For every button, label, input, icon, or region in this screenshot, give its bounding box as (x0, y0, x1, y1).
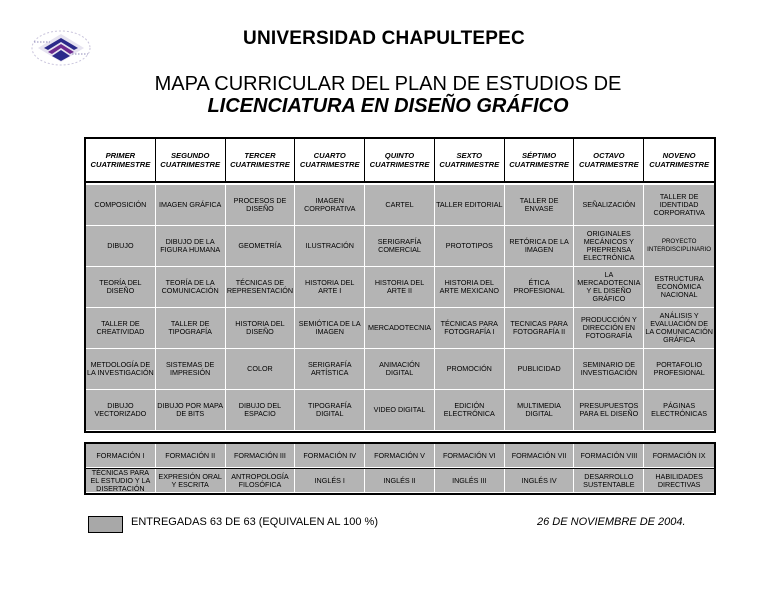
subject-cell: TEORÍA DEL DISEÑO (86, 267, 156, 308)
subject-cell: HISTORIA DEL ARTE II (365, 267, 435, 308)
subject-cell: METDOLOGÍA DE LA INVESTIGACIÓN (86, 349, 156, 390)
subject-row (86, 390, 714, 431)
subject-cell: PROCESOS DE DISEÑO (226, 185, 296, 226)
subject-cell: TÉCNICAS DE REPRESENTACIÓN (226, 267, 296, 308)
subject-cell: DIBUJO POR MAPA DE BITS (156, 390, 226, 431)
subject-cell: ILUSTRACIÓN (295, 226, 365, 267)
subject-cell: EDICIÓN ELECTRÓNICA (435, 390, 505, 431)
formation-label: FORMACIÓN V (365, 444, 435, 468)
subject-cell: DIBUJO DE LA FIGURA HUMANA (156, 226, 226, 267)
subject-cell: COLOR (226, 349, 296, 390)
formation-label: FORMACIÓN VIII (574, 444, 644, 468)
column-header: NOVENO CUATRIMESTRE (644, 139, 714, 181)
subject-cell: PORTAFOLIO PROFESIONAL (644, 349, 714, 390)
subject-cell: ANÁLISIS Y EVALUACIÓN DE LA COMUNICACIÓN GRÁFICA (644, 308, 714, 349)
column-header: TERCER CUATRIMESTRE (226, 139, 296, 181)
subject-cell: TEORÍA DE LA COMUNICACIÓN (156, 267, 226, 308)
formation-label-row (86, 444, 714, 468)
subject-cell: SERIGRAFÍA COMERCIAL (365, 226, 435, 267)
subject-cell: PROMOCIÓN (435, 349, 505, 390)
formation-subject: HABILIDADES DIRECTIVAS (644, 469, 714, 493)
curriculum-grid (84, 137, 716, 433)
subject-cell: IMAGEN CORPORATIVA (295, 185, 365, 226)
subject-cell: TALLER DE TIPOGRAFÍA (156, 308, 226, 349)
subject-cell: ORIGINALES MECÁNICOS Y PREPRENSA ELECTRÓNICA (574, 226, 644, 267)
subject-cell: CARTEL (365, 185, 435, 226)
subject-cell: SISTEMAS DE IMPRESIÓN (156, 349, 226, 390)
formation-subject-row (86, 469, 714, 493)
subject-cell: PÁGINAS ELECTRÓNICAS (644, 390, 714, 431)
column-header: OCTAVO CUATRIMESTRE (574, 139, 644, 181)
subject-cell: SEMIÓTICA DE LA IMAGEN (295, 308, 365, 349)
formation-subject: INGLÉS III (435, 469, 505, 493)
formation-label: FORMACIÓN IX (644, 444, 714, 468)
column-header: SÉPTIMO CUATRIMESTRE (505, 139, 575, 181)
header-row (86, 139, 714, 183)
subject-cell: PRODUCCIÓN Y DIRECCIÓN EN FOTOGRAFÍA (574, 308, 644, 349)
subject-cell: PROYECTO INTERDISCIPLINARIO (644, 226, 714, 267)
subject-cell: MULTIMEDIA DIGITAL (505, 390, 575, 431)
subject-cell: TALLER DE CREATIVIDAD (86, 308, 156, 349)
subject-cell: SEÑALIZACIÓN (574, 185, 644, 226)
subject-cell: TALLER EDITORIAL (435, 185, 505, 226)
formation-label: FORMACIÓN VI (435, 444, 505, 468)
subject-cell: PRESUPUESTOS PARA EL DISEÑO (574, 390, 644, 431)
formation-subject: EXPRESIÓN ORAL Y ESCRITA (156, 469, 226, 493)
formation-label: FORMACIÓN IV (295, 444, 365, 468)
column-header: SEGUNDO CUATRIMESTRE (156, 139, 226, 181)
university-title: UNIVERSIDAD CHAPULTEPEC (243, 28, 525, 49)
subject-cell: PROTOTIPOS (435, 226, 505, 267)
subject-cell: RETÓRICA DE LA IMAGEN (505, 226, 575, 267)
subject-cell: ANIMACIÓN DIGITAL (365, 349, 435, 390)
subject-cell: DIBUJO DEL ESPACIO (226, 390, 296, 431)
subject-cell: SEMINARIO DE INVESTIGACIÓN (574, 349, 644, 390)
column-header: CUARTO CUATRIMESTRE (295, 139, 365, 181)
subject-row (86, 308, 714, 349)
column-header: QUINTO CUATRIMESTRE (365, 139, 435, 181)
legend-swatch (88, 516, 123, 533)
subject-cell: HISTORIA DEL ARTE MEXICANO (435, 267, 505, 308)
subject-cell: ÉTICA PROFESIONAL (505, 267, 575, 308)
subject-cell: SERIGRAFÍA ARTÍSTICA (295, 349, 365, 390)
formation-subject: INGLÉS II (365, 469, 435, 493)
subject-row (86, 185, 714, 226)
subject-cell: TÉCNICAS PARA FOTOGRAFÍA I (435, 308, 505, 349)
formation-subject: TÉCNICAS PARA EL ESTUDIO Y LA DISERTACIÓN (86, 469, 156, 493)
legend-text: ENTREGADAS 63 DE 63 (EQUIVALEN AL 100 %) (131, 516, 378, 528)
formation-subject: DESARROLLO SUSTENTABLE (574, 469, 644, 493)
subject-cell: MERCADOTECNIA (365, 308, 435, 349)
subject-cell: GEOMETRÍA (226, 226, 296, 267)
subject-cell: LA MERCADOTECNIA Y EL DISEÑO GRÁFICO (574, 267, 644, 308)
formation-subject: ANTROPOLOGÍA FILOSÓFICA (226, 469, 296, 493)
formation-label: FORMACIÓN II (156, 444, 226, 468)
subject-cell: DIBUJO (86, 226, 156, 267)
formation-label: FORMACIÓN VII (505, 444, 575, 468)
subject-cell: TALLER DE ENVASE (505, 185, 575, 226)
subject-cell: TALLER DE IDENTIDAD CORPORATIVA (644, 185, 714, 226)
column-header: PRIMER CUATRIMESTRE (86, 139, 156, 181)
formation-label: FORMACIÓN I (86, 444, 156, 468)
plan-title: MAPA CURRICULAR DEL PLAN DE ESTUDIOS DE (154, 73, 622, 95)
subject-cell: HISTORIA DEL DISEÑO (226, 308, 296, 349)
subject-row (86, 226, 714, 267)
subject-cell: COMPOSICIÓN (86, 185, 156, 226)
subject-cell: IMAGEN GRÁFICA (156, 185, 226, 226)
subject-cell: ESTRUCTURA ECONÓMICA NACIONAL (644, 267, 714, 308)
subject-row (86, 349, 714, 390)
subject-cell: TECNICAS PARA FOTOGRAFÍA II (505, 308, 575, 349)
subject-cell: HISTORIA DEL ARTE I (295, 267, 365, 308)
degree-title: LICENCIATURA EN DISEÑO GRÁFICO (207, 95, 569, 117)
column-header: SEXTO CUATRIMESTRE (435, 139, 505, 181)
formation-subject: INGLÉS IV (505, 469, 575, 493)
formation-subject: INGLÉS I (295, 469, 365, 493)
formation-grid (84, 442, 716, 495)
subject-cell: PUBLICIDAD (505, 349, 575, 390)
subject-cell: DIBUJO VECTORIZADO (86, 390, 156, 431)
formation-label: FORMACIÓN III (226, 444, 296, 468)
subject-cell: TIPOGRAFÍA DIGITAL (295, 390, 365, 431)
document-date: 26 DE NOVIEMBRE DE 2004. (537, 516, 686, 528)
subject-row (86, 267, 714, 308)
subject-cell: VIDEO DIGITAL (365, 390, 435, 431)
